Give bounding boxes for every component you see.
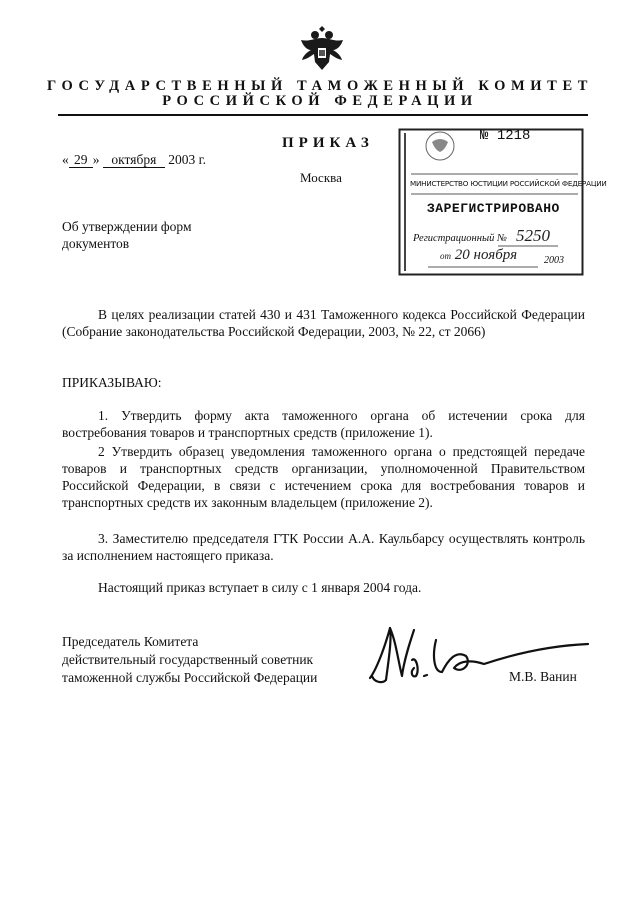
header-divider xyxy=(58,114,588,116)
stamp-year: 2003 xyxy=(544,255,564,266)
organization-name-line1: ГОСУДАРСТВЕННЫЙ ТАМОЖЕННЫЙ КОМИТЕТ xyxy=(47,78,593,94)
document-subject xyxy=(62,218,192,252)
order-item-3: 3. Заместителю председателя ГТК России А.А. Каульбарсу осуществлять контроль за исполнением настоящего приказа. xyxy=(62,531,585,563)
date-close-quote: » xyxy=(92,152,100,167)
stamp-registration-number: 5250 xyxy=(516,226,550,245)
signatory-title-line1: Председатель Комитета xyxy=(62,634,199,649)
document-city: Москва xyxy=(300,170,342,185)
document-date xyxy=(62,152,206,168)
subject-line1: Об утверждении форм xyxy=(62,219,192,234)
date-open-quote: « xyxy=(62,152,69,167)
stamp-ministry: МИНИСТЕРСТВО ЮСТИЦИИ РОССИЙСКОЙ ФЕДЕРАЦИИ xyxy=(410,179,607,188)
coat-of-arms-emblem xyxy=(297,26,347,72)
preamble-paragraph: В целях реализации статей 430 и 431 Таможенного кодекса Российской Федерации (Собрание законодательства Российской Федерации, 2003, № 22, ст 2066) xyxy=(62,307,585,339)
stamp-date xyxy=(440,247,517,264)
signatory-title xyxy=(62,633,317,687)
effective-date-paragraph: Настоящий приказ вступает в силу с 1 января 2004 года. xyxy=(98,580,422,595)
stamp-number-label: № xyxy=(480,128,489,144)
document-type: ПРИКАЗ xyxy=(282,135,374,151)
date-year: 2003 г. xyxy=(168,152,207,167)
date-day: 29 xyxy=(69,153,93,168)
stamp-date-prefix: от xyxy=(440,251,451,261)
stamp-registration-label: Регистрационный № xyxy=(413,233,507,244)
order-item-1: 1. Утвердить форму акта таможенного органа об истечении срока для востребования товаров и транспортных средств (приложение 1). xyxy=(62,408,585,440)
stamp-number xyxy=(480,128,530,144)
stamp-date-handwritten: 20 ноября xyxy=(454,247,518,263)
stamp-number-value: 1218 xyxy=(496,128,531,144)
signatory-title-line3: таможенной службы Российской Федерации xyxy=(62,670,318,685)
stamp-status: ЗАРЕГИСТРИРОВАНО xyxy=(427,201,560,216)
signatory-title-line2: действительный государственный советник xyxy=(62,652,314,667)
order-item-2: 2 Утвердить образец уведомления таможенного органа о предстоящей передаче товаров и транспортных средств организации, уполномоченной Правительством Российской Федерации, в связи с истечением срока для востребования товаров и транспортных средств их законным владельцем (приложение 2). xyxy=(62,444,585,510)
organization-name-line2: РОССИЙСКОЙ ФЕДЕРАЦИИ xyxy=(162,93,478,109)
subject-line2: документов xyxy=(62,236,130,251)
signatory-name: М.В. Ванин xyxy=(509,669,577,684)
date-month: октября xyxy=(103,153,165,168)
order-word: ПРИКАЗЫВАЮ: xyxy=(62,375,162,390)
